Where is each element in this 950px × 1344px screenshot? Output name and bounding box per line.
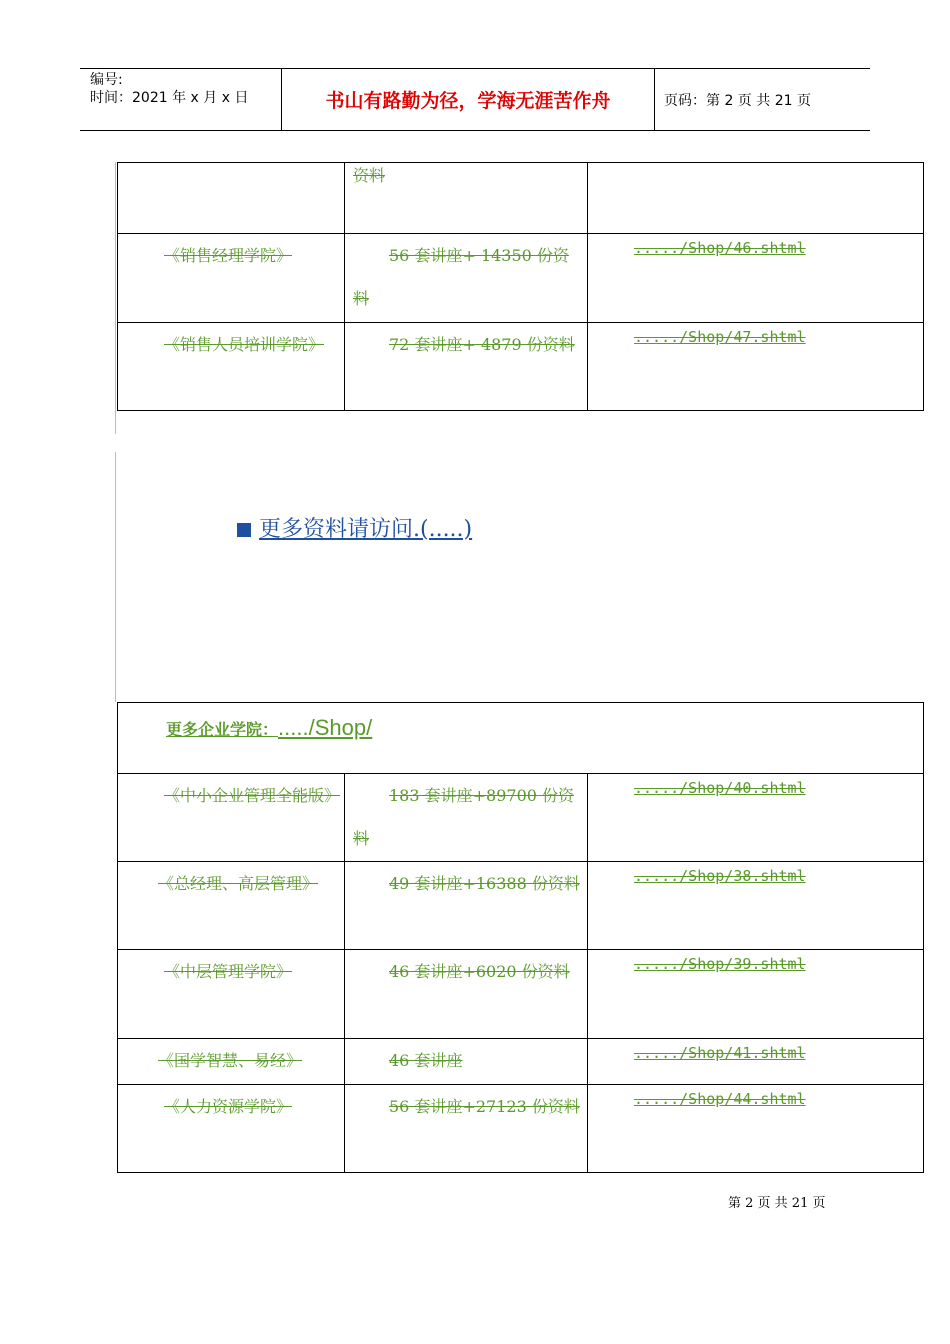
course-name[interactable]: 《销售经理学院》 <box>164 246 293 265</box>
table-row <box>118 323 924 411</box>
table-cell <box>345 862 588 950</box>
table-cell <box>345 1085 588 1173</box>
course-link[interactable]: ...../Shop/40.shtml <box>634 779 806 797</box>
table-cell <box>118 234 345 323</box>
course-qty[interactable]: 资料 <box>353 166 386 185</box>
course-link[interactable]: ...../Shop/47.shtml <box>634 328 806 346</box>
course-name[interactable]: 《国学智慧、易经》 <box>158 1051 303 1070</box>
course-qty[interactable]: 46 套讲座 <box>389 1051 463 1070</box>
course-name[interactable]: 《中小企业管理全能版》 <box>164 786 341 805</box>
table-cell <box>345 234 588 323</box>
course-table-1 <box>117 162 924 411</box>
more-academies-link[interactable]: ...../Shop/ <box>278 715 373 740</box>
table-cell <box>118 323 345 411</box>
table-cell <box>588 1085 924 1173</box>
table-cell <box>345 950 588 1039</box>
header-meta <box>80 69 282 130</box>
table-row <box>118 163 924 234</box>
more-academies-label: 更多企业学院： <box>166 720 279 739</box>
course-qty[interactable]: 56 套讲座+ 14350 份资料 <box>353 246 569 308</box>
table-cell <box>118 1039 345 1085</box>
time-label: 时间：2021 年 x 月 x 日 <box>90 90 249 106</box>
header-motto: 书山有路勤为径，学海无涯苦作舟 <box>282 69 655 130</box>
more-resources-link[interactable] <box>237 512 472 543</box>
table-cell <box>588 163 924 234</box>
course-link[interactable]: ...../Shop/46.shtml <box>634 239 806 257</box>
course-name[interactable]: 《人力资源学院》 <box>164 1097 293 1116</box>
course-link[interactable]: ...../Shop/39.shtml <box>634 955 806 973</box>
table-row <box>118 1039 924 1085</box>
table-cell <box>118 774 345 862</box>
course-link[interactable]: ...../Shop/41.shtml <box>634 1044 806 1062</box>
table-row <box>118 950 924 1039</box>
course-name[interactable]: 《总经理、高层管理》 <box>158 874 319 893</box>
table-cell <box>118 703 924 774</box>
table-cell <box>588 862 924 950</box>
table-row <box>118 234 924 323</box>
table-cell <box>118 862 345 950</box>
course-qty[interactable]: 72 套讲座+ 4879 份资料 <box>389 335 575 354</box>
margin-line <box>115 452 116 702</box>
course-name[interactable]: 《销售人员培训学院》 <box>164 335 325 354</box>
table-header-row <box>118 703 924 774</box>
course-name[interactable]: 《中层管理学院》 <box>164 962 293 981</box>
header-page-info: 页码：第 2 页 共 21 页 <box>664 92 811 109</box>
table-cell <box>345 774 588 862</box>
course-table-2 <box>117 702 924 1173</box>
serial-label: 编号: <box>90 72 123 88</box>
margin-line <box>115 162 116 434</box>
table-cell <box>588 323 924 411</box>
table-cell <box>345 163 588 234</box>
table-row <box>118 774 924 862</box>
course-qty[interactable]: 46 套讲座+6020 份资料 <box>389 962 570 981</box>
table-cell <box>118 1085 345 1173</box>
table-cell <box>588 950 924 1039</box>
course-link[interactable]: ...../Shop/44.shtml <box>634 1090 806 1108</box>
table-cell <box>588 1039 924 1085</box>
table-cell <box>118 950 345 1039</box>
square-bullet-icon <box>237 523 251 537</box>
more-resources-text[interactable]: 更多资料请访问.(.....) <box>259 517 473 542</box>
course-qty[interactable]: 49 套讲座+16388 份资料 <box>389 874 580 893</box>
table-cell <box>345 323 588 411</box>
course-qty[interactable]: 183 套讲座+89700 份资料 <box>353 786 575 848</box>
page-header <box>80 68 870 131</box>
table-cell <box>588 234 924 323</box>
page-footer: 第 2 页 共 21 页 <box>728 1196 826 1211</box>
course-link[interactable]: ...../Shop/38.shtml <box>634 867 806 885</box>
table-row <box>118 1085 924 1173</box>
course-qty[interactable]: 56 套讲座+27123 份资料 <box>389 1097 580 1116</box>
table-cell <box>118 163 345 234</box>
table-cell <box>588 774 924 862</box>
table-cell <box>345 1039 588 1085</box>
table-row <box>118 862 924 950</box>
